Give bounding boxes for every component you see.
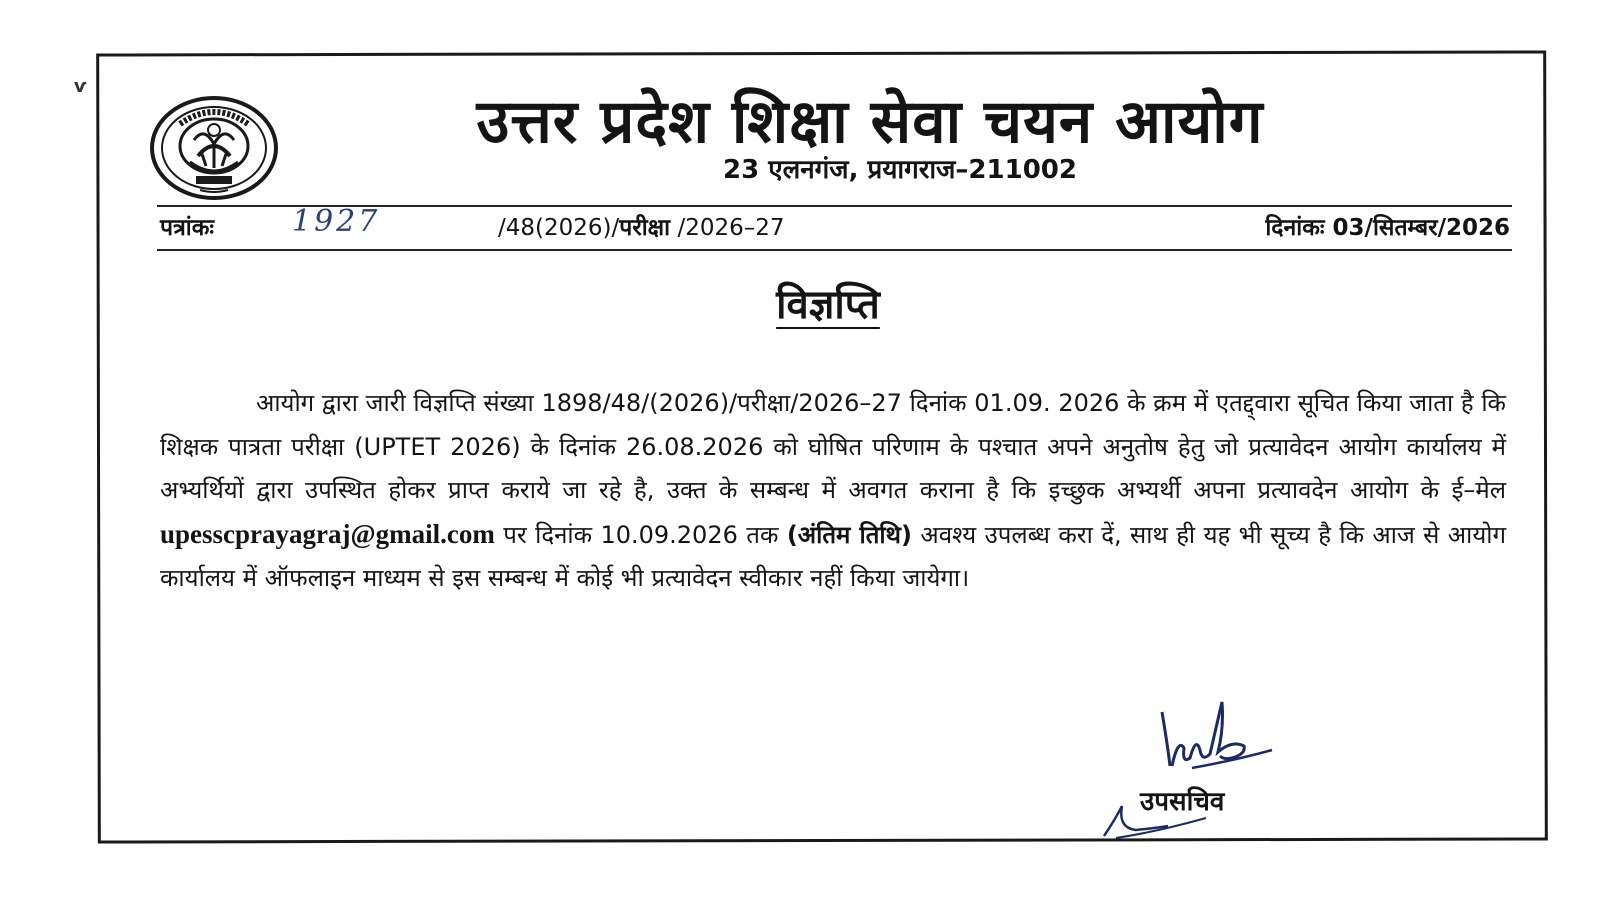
reference-series-exam: परीक्षा: [619, 215, 671, 241]
signatory-designation: उपसचिव: [1140, 787, 1225, 817]
handwritten-signature-icon: [1096, 688, 1296, 848]
notice-body: [160, 382, 1506, 601]
organization-name: उत्तर प्रदेश शिक्षा सेवा चयन आयोग: [476, 87, 1264, 157]
deadline-note: (अंतिम तिथि): [786, 520, 912, 549]
notice-date: दिनांकः 03/सितम्बर/2026: [1265, 215, 1510, 241]
commission-seal-icon: [150, 96, 280, 200]
notice-body-part3: अवश्य उपलब्ध करा दें, साथ ही यह भी सूच्य है कि आज से आयोग कार्यालय में ऑफलाइन माध्यम से इस सम्बन्ध में कोई भी प्रत्यावेदन स्वीकार नहीं किया जायेगा।: [160, 520, 1506, 593]
scan-mark-icon: ѵ: [74, 76, 87, 97]
reference-row: [160, 204, 1510, 248]
notice-title: विज्ञप्ति: [776, 282, 880, 328]
reference-series: [498, 208, 785, 248]
notice-body-part2: पर दिनांक 10.09.2026 तक: [503, 520, 779, 549]
contact-email: upesscprayagraj@gmail.com: [160, 518, 495, 549]
reference-series-code: /48(2026)/: [498, 215, 620, 241]
organization-address: 23 एलनगंज, प्रयागराज–211002: [723, 155, 1077, 185]
reference-number: 1927: [292, 204, 381, 239]
header-divider-bottom: [157, 249, 1512, 251]
reference-series-year: /2026–27: [677, 215, 785, 241]
reference-label: पत्रांकः: [160, 215, 215, 241]
notice-body-part1: आयोग द्वारा जारी विज्ञप्ति संख्या 1898/48/(2026)/परीक्षा/2026–27 दिनांक 01.09. 2026 के क्रम में एतद्द्वारा सूचित किया जाता है कि शिक्षक पात्रता परीक्षा (UPTET 2026) के दिनांक 26.08.2026 को घोषित परिणाम के पश्चात अपने अनुतोष हेतु जो प्रत्यावेदन आयोग कार्यालय में अभ्यर्थियों द्वारा उपस्थित होकर प्राप्त कराये जा रहे है, उक्त के सम्बन्ध में अवगत कराना है कि इच्छुक अभ्यर्थी अपना प्रत्यावदेन आयोग के ई–मेल: [160, 389, 1506, 505]
